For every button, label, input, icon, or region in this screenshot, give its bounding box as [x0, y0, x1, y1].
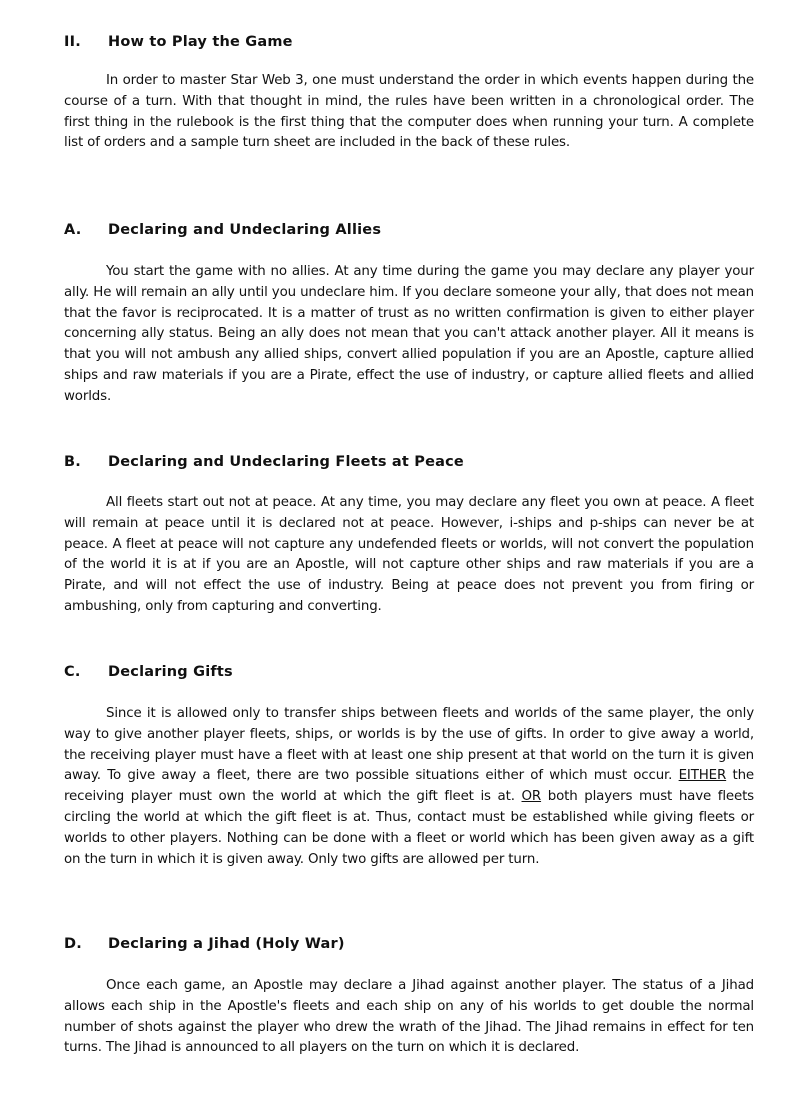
section-heading-b: [64, 454, 464, 470]
section-heading-a: [64, 222, 381, 238]
section-title: Declaring Gifts: [108, 664, 233, 680]
section-heading-ii: [64, 34, 293, 50]
section-paragraph-ii: In order to master Star Web 3, one must understand the order in which events happen during the course of a turn. With that thought in mind, the rules have been written in a chronological order. The first thing in the rulebook is the first thing that the computer does when running your turn. A complete list of orders and a sample turn sheet are included in the back of these rules.: [64, 73, 754, 151]
section-paragraph-c: [64, 704, 754, 870]
emphasis-either: EITHER: [678, 768, 727, 784]
paragraph-text: Since it is allowed only to transfer ships between fleets and worlds of the same player, the only way to give another player fleets, ships, or worlds is by the use of gifts. In order to give away a world, the receiving player must have a fleet with at least one ship present at that world on the turn it is given away. To give away a fleet, there are two possible situations either of which must occur.: [64, 706, 754, 784]
section-title: Declaring a Jihad (Holy War): [108, 936, 345, 952]
section-paragraph-b: All fleets start out not at peace. At any time, you may declare any fleet you own at peace. A fleet will remain at peace until it is declared not at peace. However, i-ships and p-ships can never be at peace. A fleet at peace will not capture any undefended fleets or worlds, will not convert the population of the world it is at if you are an Apostle, will not capture other ships and raw materials if you are a Pirate, and will not effect the use of industry. Being at peace does not prevent you from firing or ambushing, only from capturing and converting.: [64, 495, 754, 614]
paragraph-text: both players must have fleets circling the world at which the gift fleet is at. Thus, contact must be established while giving fleets or worlds to other players. Nothing can be done with a fleet or world which has been given away as a gift on the turn in which it is given away. Only two gifts are allowed per turn.: [64, 789, 754, 867]
emphasis-or: OR: [521, 789, 542, 805]
section-title: How to Play the Game: [108, 34, 293, 50]
section-number: C.: [64, 664, 81, 680]
section-title: Declaring and Undeclaring Fleets at Peace: [108, 454, 464, 470]
section-heading-c: [64, 664, 233, 680]
section-number: II.: [64, 34, 81, 50]
section-number: D.: [64, 936, 82, 952]
section-number: B.: [64, 454, 81, 470]
section-paragraph-d: Once each game, an Apostle may declare a Jihad against another player. The status of a Jihad allows each ship in the Apostle's fleets and each ship on any of his worlds to get double the normal number of shots against the player who drew the wrath of the Jihad. The Jihad remains in effect for ten turns. The Jihad is announced to all players on the turn on which it is declared.: [64, 978, 754, 1056]
section-number: A.: [64, 222, 82, 238]
section-title: Declaring and Undeclaring Allies: [108, 222, 382, 238]
section-paragraph-a: You start the game with no allies. At any time during the game you may declare any player your ally. He will remain an ally until you undeclare him. If you declare someone your ally, that does not mean that the favor is reciprocated. It is a matter of trust as no written confirmation is given to either player concerning ally status. Being an ally does not mean that you can't attack another player. All it means is that you will not ambush any allied ships, convert allied population if you are an Apostle, capture allied ships and raw materials if you are a Pirate, effect the use of industry, or capture allied fleets and allied worlds.: [64, 264, 754, 404]
section-heading-d: [64, 936, 345, 952]
paragraph-text: the receiving player must own the world at which the gift fleet is at.: [64, 768, 755, 805]
